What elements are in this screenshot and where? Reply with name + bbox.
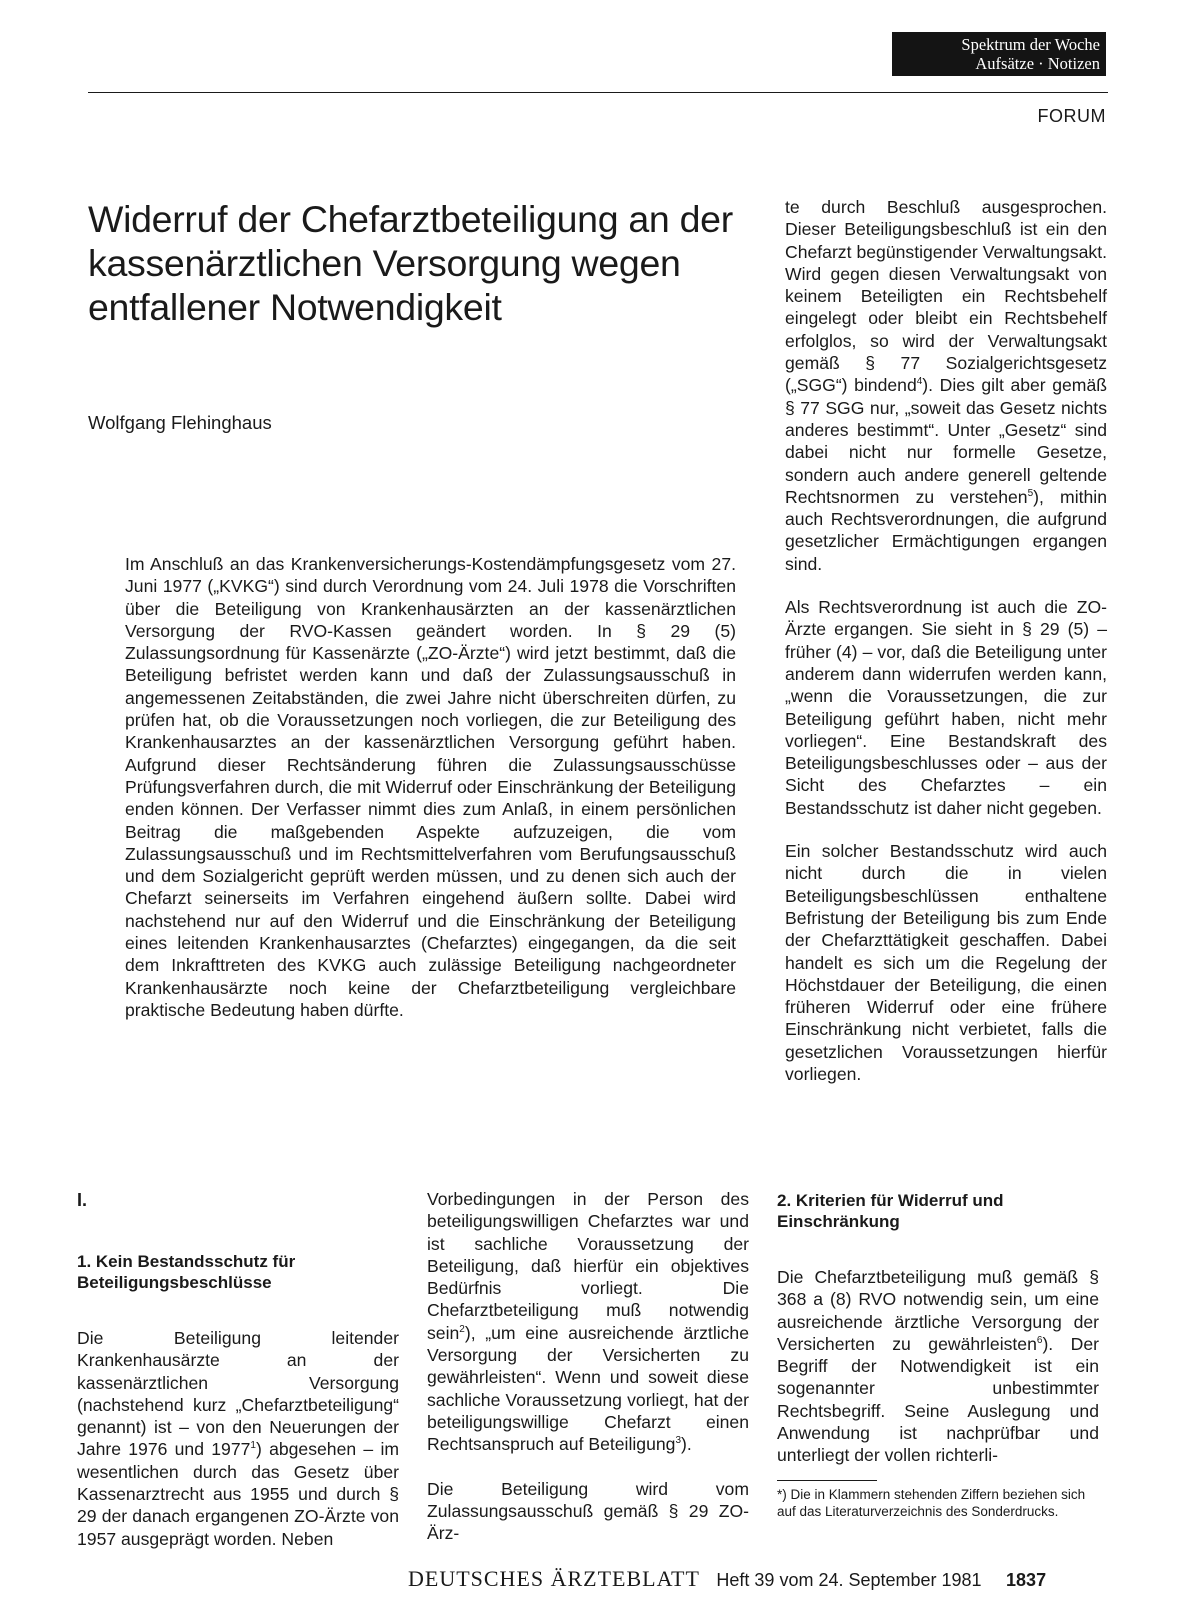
header-divider [88, 92, 1108, 93]
footnote-ref: 6 [1036, 1335, 1043, 1347]
footnote-ref: 3 [675, 1435, 681, 1447]
issue-info: Heft 39 vom 24. September 1981 [716, 1570, 982, 1590]
subheading: 1. Kein Bestandsschutz für Beteiligungsbeschlüsse [77, 1252, 296, 1292]
body-paragraph: Die Chefarztbeteiligung muß gemäß § 368 a (8) RVO notwendig sein, um eine ausreichende ärztliche Versorgung der Versicherten zu gewährleisten$^6$). Der Begriff der Notwendigkeit ist ein sogenannter unbestimmter Rechtsbegriff. Seine Auslegung und Anwendung ist nachprüfbar und unterliegt der vollen richterli- [777, 1267, 1099, 1466]
footnote: *) Die in Klammern stehenden Ziffern beziehen sich auf das Literaturverzeichnis des Sonderdrucks. [777, 1487, 1086, 1519]
page-number: 1837 [1006, 1570, 1047, 1590]
footnote-ref: 5 [1027, 488, 1034, 499]
subheading: 2. Kriterien für Widerruf und Einschränkung [777, 1191, 1004, 1231]
article-author: Wolfgang Flehinghaus [88, 412, 272, 433]
page-footer [408, 1566, 1046, 1592]
body-paragraph: Die Beteiligung wird vom Zulassungsausschuß gemäß § 29 ZO-Ärz- [427, 1478, 749, 1544]
abstract-text: Im Anschluß an das Krankenversicherungs-Kostendämpfungsgesetz vom 27. Juni 1977 („KVKG“) sind durch Verordnung vom 24. Juli 1978 die Vorschriften über die Beteiligung von Krankenhausärzten an der kassenärztlichen Versorgung der RVO-Kassen geändert worden. In § 29 (5) Zulassungsordnung für Kassenärzte („ZO-Ärzte“) wird jetzt bestimmt, daß die Beteiligung befristet werden kann und daß der Zulassungsausschuß in angemessenen Zeitabständen, die zwei Jahre nicht überschreiten dürfen, zu prüfen hat, ob die Voraussetzungen noch vorliegen, die zur Beteiligung des Krankenhausarztes an der kassenärztlichen Versorgung geführt haben. Aufgrund dieser Rechtsänderung führen die Zulassungsausschüsse Prüfungsverfahren durch, die mit Widerruf oder Einschränkung der Beteiligung enden können. Der Verfasser nimmt dies zum Anlaß, in einem persönlichen Beitrag die maßgebenden Aspekte aufzuzeigen, die vom Zulassungsausschuß und im Rechtsmittelverfahren vom Berufungsausschuß und dem Sozialgericht geprüft werden müssen, und zu denen sich auch der Chefarzt seinerseits im Verfahren eingehend äußern sollte. Dabei wird nachstehend nur auf den Widerruf und die Einschränkung der Beteiligung eines leitenden Krankenhausarztes (Chefarztes) eingegangen, da die seit dem Inkrafttreten des KVKG auch zulässige Beteiligung nachgeordneter Krankenhausärzte noch keine der Chefarztbeteiligung vergleichbare praktische Bedeutung haben dürfte. [125, 554, 736, 1020]
right-column-top [785, 196, 1107, 1085]
article-title: Widerruf der Chefarztbeteiligung an der kassenärztlichen Versorgung wegen entfallener Notwendigkeit [88, 198, 733, 328]
body-paragraph: Als Rechtsverordnung ist auch die ZO-Ärzte ergangen. Sie sieht in § 29 (5) – früher (4) – vor, daß die Beteiligung unter anderem dann widerrufen werden kann, „wenn die Voraussetzungen, die zur Beteiligung geführt haben, nicht mehr vorliegen“. Eine Bestandskraft des Beteiligungsbeschlusses oder – aus der Sicht des Chefarztes – ein Bestandsschutz ist daher nicht gegeben. [785, 597, 1107, 818]
abstract [125, 553, 736, 1021]
body-paragraph: Ein solcher Bestandsschutz wird auch nicht durch die in vielen Beteiligungsbeschlüssen enthaltene Befristung der Beteiligung bis zum Ende der Chefarzttätigkeit geschaffen. Dabei handelt es sich um die Regelung der Höchstdauer der Beteiligung, die einen früheren Widerruf oder eine frühere Einschränkung nicht verbietet, falls die gesetzlichen Voraussetzungen hierfür vorliegen. [785, 841, 1107, 1084]
body-column-1 [77, 1190, 399, 1550]
body-column-3 [777, 1190, 1099, 1467]
section-label-line1: Spektrum der Woche [961, 35, 1100, 54]
section-label-box [892, 32, 1106, 76]
category-label: FORUM [1037, 106, 1106, 126]
body-paragraph: Vorbedingungen in der Person des beteiligungswilligen Chefarztes war und ist sachliche Voraussetzung der Beteiligung, daß hierfür ein objektives Bedürfnis vorliegt. Die Chefarztbeteiligung muß notwendig sein$^2$), „um eine ausreichende ärztliche Versorgung der Versicherten zu gewährleisten“. Wenn und soweit diese sachliche Voraussetzung vorliegt, hat der beteiligungswillige Chefarzt einen Rechtsanspruch auf Beteiligung$^3$). [427, 1189, 749, 1455]
body-column-2 [427, 1188, 749, 1544]
section-number: I. [77, 1190, 88, 1210]
body-paragraph: Die Beteiligung leitender Krankenhausärzte an der kassenärztlichen Versorgung (nachstehend kurz „Chefarztbeteiligung“ genannt) ist – von den Neuerungen der Jahre 1976 und 1977$^1$) abgesehen – im wesentlichen durch das Gesetz über Kassenarztrecht aus 1955 und durch § 29 der danach ergangenen ZO-Ärzte von 1957 ausgeprägt worden. Neben [77, 1328, 400, 1549]
footnote-ref: 2 [459, 1323, 465, 1335]
journal-name: DEUTSCHES ÄRZTEBLATT [408, 1566, 700, 1591]
footnote-ref: 1 [250, 1440, 256, 1452]
body-paragraph: te durch Beschluß ausgesprochen. Dieser Beteiligungsbeschluß ist ein den Chefarzt begünstigender Verwaltungsakt. Wird gegen diesen Verwaltungsakt von keinem Beteiligten ein Rechtsbehelf eingelegt oder bleibt ein Rechtsbehelf erfolglos, so wird der Verwaltungsakt gemäß § 77 Sozialgerichtsgesetz („SGG“) bindend$^4$). Dies gilt aber gemäß § 77 SGG nur, „soweit das Gesetz nichts anderes bestimmt“. Unter „Gesetz“ sind dabei nicht nur formelle Gesetze, sondern auch andere generell geltende Rechtsnormen zu verstehen$^5$), mithin auch Rechtsverordnungen, die aufgrund gesetzlicher Ermächtigungen ergangen sind. [785, 197, 1107, 574]
section-label-line2: Aufsätze · Notizen [975, 54, 1100, 73]
footnote-ref: 4 [916, 376, 923, 388]
footnote-divider [777, 1480, 877, 1481]
